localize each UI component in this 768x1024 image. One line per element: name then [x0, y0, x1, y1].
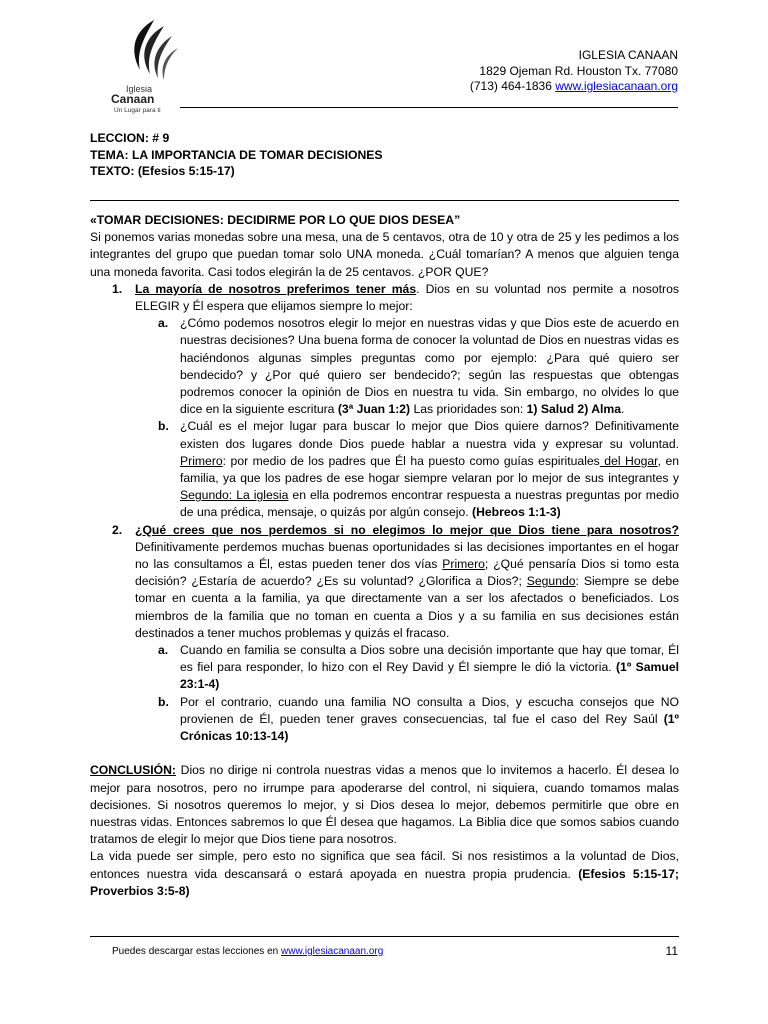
lesson-body — [90, 212, 679, 900]
footer-website-link[interactable]: www.iglesiacanaan.org — [281, 946, 384, 957]
point-2-text2: ; ¿Qué pensaría Dios si tomo esta decisión? ¿Estaría de acuerdo? ¿Es su voluntad? ¿Glorifica a Dios?; — [135, 557, 679, 589]
point-1-text: . Dios en su voluntad nos permite a nosotros ELEGIR y Él espera que elijamos siempre lo mejor: — [135, 281, 679, 314]
church-info — [470, 48, 678, 95]
logo-tagline: Un Lugar para ti — [114, 107, 161, 114]
point-1a-priorities: 1) Salud 2) Alma — [526, 402, 622, 417]
point-1a-text2: Las prioridades son: — [410, 402, 527, 417]
final-ref: (Efesios 5:15-17; Proverbios 3:5-8) — [90, 866, 679, 898]
point-2-heading: ¿Qué crees que nos perdemos si no elegimos lo mejor que Dios tiene para nosotros? — [135, 522, 679, 537]
footer-note — [112, 946, 383, 957]
lesson-divider — [90, 200, 679, 201]
point-1b-text4: en ella podremos encontrar respuesta a nuestras preguntas por medio de una prédica, mensaje, o quizás por algún consejo. — [180, 488, 679, 520]
church-website-link[interactable]: www.iglesiacanaan.org — [555, 79, 678, 93]
point-1a-ref: (3ª Juan 1:2) — [337, 402, 411, 417]
church-logo — [106, 14, 196, 114]
lesson-info — [90, 130, 383, 180]
point-number: 2. — [112, 522, 123, 537]
sub-letter: a. — [158, 316, 169, 331]
point-2a-ref: (1º Samuel 23:1-4) — [180, 660, 679, 692]
point-2b-ref: (1º Crónicas 10:13-14) — [180, 711, 679, 744]
footer-divider — [90, 936, 679, 937]
point-2-text3: : Siempre se debe tomar en cuenta a la familia, ya que directamente van a ser los afectados o beneficiados. Los miembros de la familia que no toman en cuenta a Dios y a su familia en sus decisiones están destinados a tener muchos problemas y quizás el fracaso. — [135, 574, 679, 640]
page-number: 11 — [665, 944, 678, 958]
point-1-heading: La mayoría de nosotros preferimos tener más — [135, 281, 417, 296]
final-paragraph — [90, 848, 679, 900]
footer-text: Puedes descargar estas lecciones en — [112, 946, 281, 957]
point-1b-text1: ¿Cuál es el mejor lugar para buscar lo mejor que Dios quiere darnos? Definitivamente existen dos lugares donde Dios puede hablar a nuestra vida y expresar su voluntad. — [180, 419, 679, 451]
point-number: 1. — [112, 281, 123, 296]
lesson-number: LECCION: # 9 — [90, 131, 170, 145]
logo-text-canaan: Canaan — [111, 92, 155, 106]
point-1b-ref: (Hebreos 1:1-3) — [472, 505, 561, 520]
point-1a — [90, 315, 679, 418]
point-2b-text: Por el contrario, cuando una familia NO consulta a Dios, y escucha consejos que NO provienen de Él, pueden tener graves consecuencias, tal fue el caso del Rey Saúl — [180, 694, 679, 726]
spacer — [90, 745, 679, 762]
conclusion-text: Dios no dirige ni controla nuestras vidas a menos que lo invitemos a hacerlo. Él desea lo mejor para nosotros, pero no irrumpe para apoderarse del control, ni siquiera, cuando tomamos malas decisiones. Si nosotros queremos lo mejor, y si Dios desea lo mejor, debemos permitirle que obre en nuestras vidas. Entonces sabremos lo que Él desea que hagamos. La Biblia dice que somos sabios cuando tratamos de elegir lo mejor que Dios tiene para nosotros. — [90, 763, 679, 847]
intro-paragraph: Si ponemos varias monedas sobre una mesa, una de 5 centavos, otra de 10 y otra de 25 y les pedimos a los integrantes del grupo que puedan tomar solo UNA moneda. ¿Cuál tomarían? A menos que alguien tenga una moneda favorita. Casi todos elegirán la de 25 centavos. ¿POR QUE? — [90, 230, 679, 279]
point-2-text1: Definitivamente perdemos muchas buenas oportunidades si las decisiones importantes en el hogar no las consultamos a Él, estas pueden tener dos vías — [135, 539, 679, 572]
point-1a-text: ¿Cómo podemos nosotros elegir lo mejor en nuestras vidas y que Dios este de acuerdo en nuestras decisiones? Una buena forma de conocer la voluntad de Dios en nuestras vidas es haciéndonos algunas simples preguntas como por ejemplo: ¿Para qué quiero ser bendecido? y ¿Por qué quiero ser bendecido?; según las respuestas que obtengas podremos conocer la opinión de Dios en nuestra tu vida. Sin embargo, no olvides lo que dice en la siguiente escritura — [180, 316, 679, 417]
final-text: La vida puede ser simple, pero esto no significa que sea fácil. Si nos resistimos a la voluntad de Dios, entonces nuestra vida descansará o estará apoyada en nuestra propia prudencia. — [90, 849, 679, 881]
point-1b-primero: Primero — [180, 453, 223, 468]
section-title: «TOMAR DECISIONES: DECIDIRME POR LO QUE DIOS DESEA” — [90, 213, 461, 227]
point-2-segundo: Segundo — [526, 574, 576, 589]
church-phone: (713) 464-1836 — [469, 79, 552, 93]
point-1 — [90, 281, 679, 315]
sub-letter: b. — [158, 419, 169, 434]
header-divider — [180, 107, 678, 108]
point-1a-end: . — [621, 402, 625, 417]
point-2a-text: Cuando en familia se consulta a Dios sobre una decisión importante que hay que tomar, Él es fiel para responder, lo hizo con el Rey David y Él siempre le dió la victoria. — [180, 643, 679, 675]
church-name: IGLESIA CANAAN — [578, 48, 678, 62]
point-1b-text3: , en familia, ya que los padres de ese hogar siempre velaran por lo mejor de sus integrantes y — [180, 453, 679, 486]
lesson-theme: TEMA: LA IMPORTANCIA DE TOMAR DECISIONES — [90, 147, 383, 162]
sub-letter: a. — [158, 643, 169, 658]
point-2b — [90, 694, 679, 746]
conclusion-label: CONCLUSIÓN: — [90, 763, 176, 778]
logo-text-iglesia: Iglesia — [126, 84, 153, 94]
sub-letter: b. — [158, 694, 169, 709]
point-1b — [90, 418, 679, 521]
point-2 — [90, 522, 679, 642]
conclusion-paragraph — [90, 762, 679, 848]
church-contact — [470, 79, 678, 95]
point-1b-text2: : por medio de los padres que Él ha puesto como guías espirituales — [222, 453, 600, 468]
church-address: 1829 Ojeman Rd. Houston Tx. 77080 — [479, 63, 678, 78]
lesson-text: TEXTO: (Efesios 5:15-17) — [90, 164, 235, 178]
point-1b-hogar: del Hogar — [599, 453, 658, 468]
point-2-primero: Primero — [442, 557, 485, 572]
point-1b-segundo: Segundo: La iglesia — [180, 488, 289, 503]
point-2a — [90, 642, 679, 694]
